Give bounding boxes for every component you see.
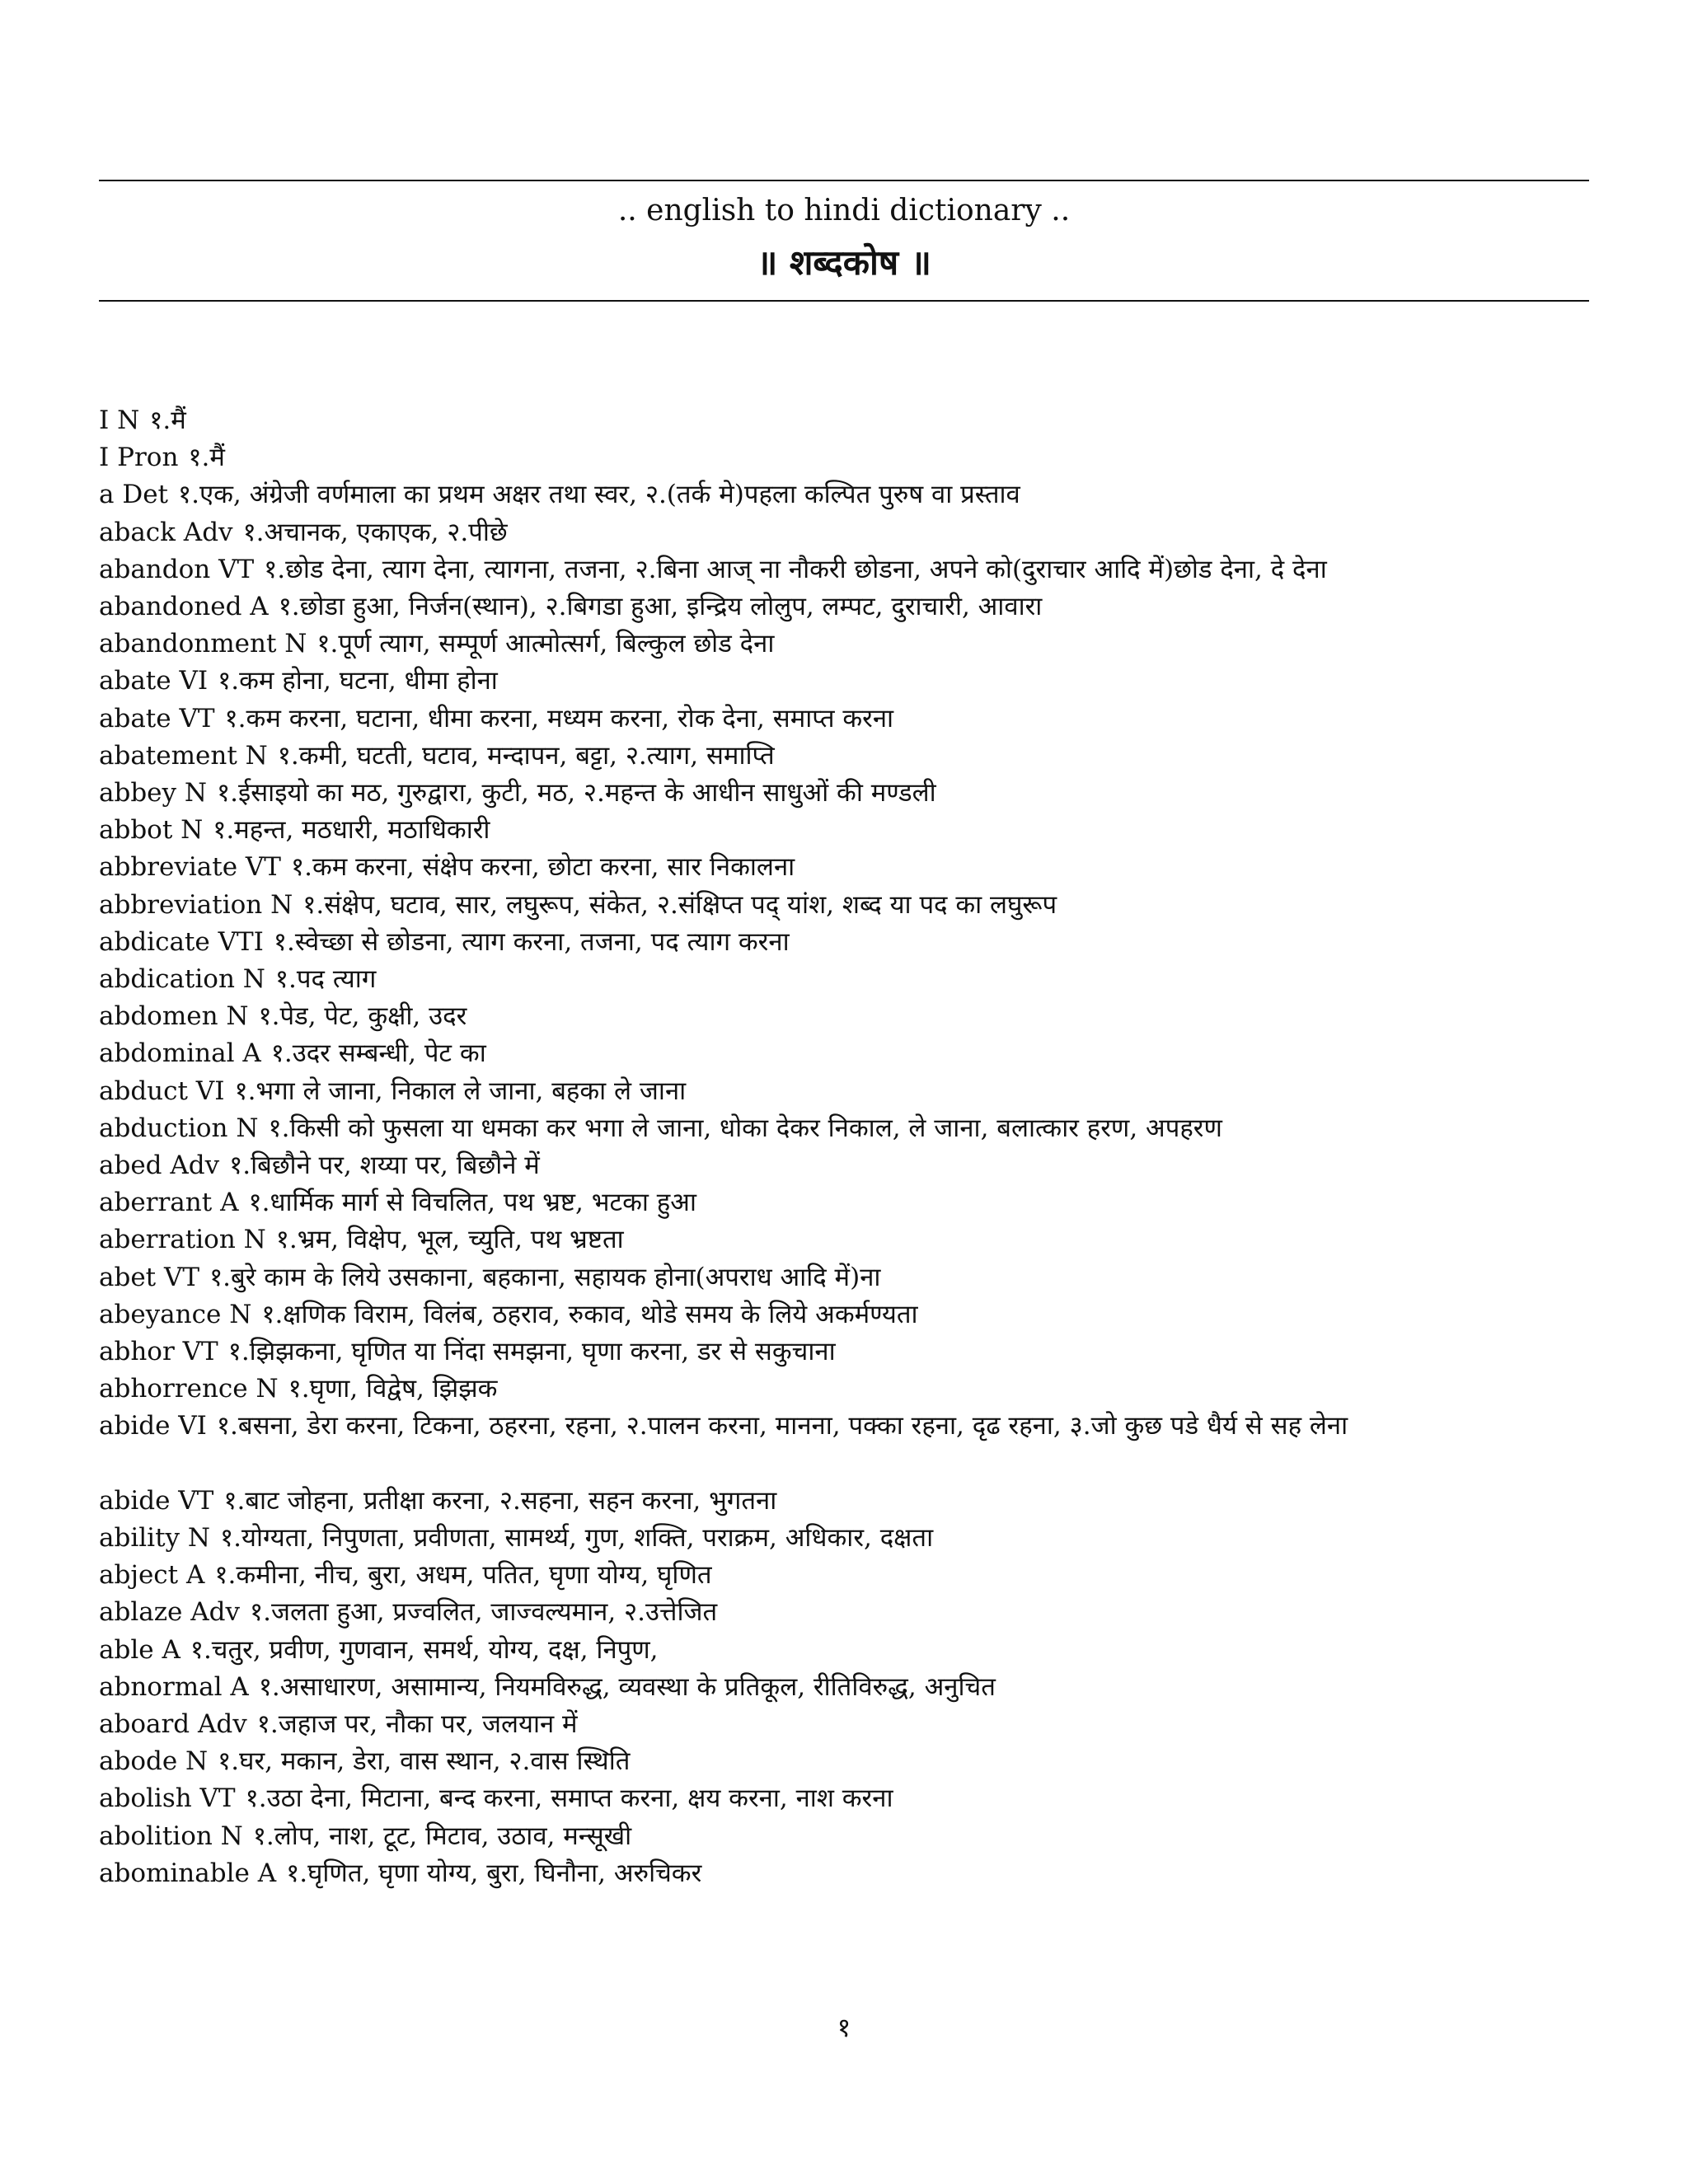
dictionary-entry [99,701,1591,738]
entry-definition: १.झिझकना, घृणित या निंदा समझना, घृणा करना, डर से सकुचाना [227,1337,836,1367]
entry-headword: abolish VT [99,1783,236,1814]
entry-headword: abeyance N [99,1299,252,1329]
entry-headword: I Pron [99,443,179,473]
entry-headword: abduction N [99,1113,259,1143]
entry-definition: १.कमी, घटती, घटाव, मन्दापन, बट्टा, २.त्याग, समाप्ति [277,740,775,771]
dictionary-entry [99,812,1591,849]
entry-headword: abduct VI [99,1076,225,1106]
entry-headword: abate VT [99,703,215,733]
dictionary-entry [99,439,1591,476]
entry-definition: १.छोड देना, त्याग देना, त्यागना, तजना, २.बिना आज् ना नौकरी छोडना, अपने को(दुराचार आदि में)छोड देना, दे देना [264,554,1327,584]
dictionary-entry [99,961,1591,998]
entry-headword: aberrant A [99,1188,239,1218]
entry-headword: abbot N [99,815,204,846]
entry-definition: १.उठा देना, मिटाना, बन्द करना, समाप्त करना, क्षय करना, नाश करना [245,1783,893,1814]
dictionary-entry [99,1184,1591,1221]
entry-headword: abed Adv [99,1151,220,1181]
entry-list [99,402,1591,1892]
dictionary-entry [99,1818,1591,1855]
entry-definition: १.संक्षेप, घटाव, सार, लघुरूप, संकेत, २.संक्षिप्त पद् यांश, शब्द या पद का लघुरूप [302,889,1057,920]
entry-headword: aberration N [99,1225,266,1255]
page-number: १ [837,2012,851,2043]
entry-headword: ablaze Adv [99,1597,240,1628]
page-title: ॥ शब्दकोष ॥ [757,242,931,283]
entry-headword: abdominal A [99,1038,261,1069]
dictionary-entry [99,1035,1591,1072]
dictionary-entry [99,1743,1591,1780]
entry-headword: abdicate VTI [99,926,264,957]
entry-definition: १.चतुर, प्रवीण, गुणवान, समर्थ, योग्य, दक्ष, निपुण, [190,1634,659,1665]
dictionary-entry [99,1221,1591,1258]
entry-headword: abominable A [99,1858,277,1888]
entry-headword: abate VI [99,666,209,696]
dictionary-entry [99,1594,1591,1631]
entry-definition: १.क्षणिक विराम, विलंब, ठहराव, रुकाव, थोडे समय के लिये अकर्मण्यता [261,1299,918,1329]
entry-headword: able A [99,1634,181,1665]
entry-definition: १.बसना, डेरा करना, टिकना, ठहरना, रहना, २.पालन करना, मानना, पक्का रहना, दृढ रहना, ३.जो कुछ पडे धैर्य से सह लेना [216,1411,1348,1441]
entry-headword: ability N [99,1522,211,1553]
entry-definition: १.घृणित, घृणा योग्य, बुरा, घिनौना, अरुचिकर [286,1858,702,1888]
dictionary-entry [99,1259,1591,1296]
dictionary-entry [99,1147,1591,1184]
entry-definition: १.योग्यता, निपुणता, प्रवीणता, सामर्थ्य, गुण, शक्ति, पराक्रम, अधिकार, दक्षता [220,1522,934,1553]
entry-definition: १.छोडा हुआ, निर्जन(स्थान), २.बिगडा हुआ, इन्द्रिय लोलुप, लम्पट, दुराचारी, आवारा [278,592,1043,622]
entry-definition: १.बिछौने पर, शय्या पर, बिछौने में [229,1151,540,1181]
dictionary-entry [99,1706,1591,1743]
dictionary-entry [99,1333,1591,1371]
dictionary-entry [99,588,1591,626]
dictionary-entry [99,1520,1591,1557]
entry-headword: abandoned A [99,592,269,622]
entry-definition: १.कम करना, संक्षेप करना, छोटा करना, सार निकालना [290,852,795,883]
entry-headword: abolition N [99,1821,243,1851]
entry-headword: abide VT [99,1485,214,1516]
dictionary-entry [99,1110,1591,1147]
entry-definition: १.पद त्याग [274,964,377,995]
entry-headword: abode N [99,1746,209,1777]
dictionary-entry [99,1483,1591,1520]
dictionary-entry [99,663,1591,700]
entry-definition: १.बाट जोहना, प्रतीक्षा करना, २.सहना, सहन करना, भुगतना [223,1485,777,1516]
entry-definition: १.महन्त, मठधारी, मठाधिकारी [213,815,490,846]
entry-definition: १.कमीना, नीच, बुरा, अधम, पतित, घृणा योग्य, घृणित [214,1560,712,1591]
entry-headword: abnormal A [99,1671,249,1702]
dictionary-entry [99,738,1591,775]
entry-headword: abhorrence N [99,1374,279,1404]
dictionary-entry [99,1557,1591,1594]
entry-headword: abide VI [99,1411,207,1441]
entry-headword: aback Adv [99,517,233,547]
dictionary-entry [99,1408,1591,1445]
entry-headword: abdomen N [99,1001,249,1032]
header-top-rule [99,180,1589,181]
entry-definition: १.एक, अंग्रेजी वर्णमाला का प्रथम अक्षर तथा स्वर, २.(तर्क मे)पहला कल्पित पुरुष वा प्रस्ताव [178,480,1020,510]
entry-headword: a Det [99,480,168,510]
dictionary-entry [99,1855,1591,1892]
entry-headword: abandon VT [99,554,255,584]
entry-definition: १.मैं [149,405,186,435]
entry-headword: abet VT [99,1262,200,1292]
entry-headword: abject A [99,1560,205,1591]
entry-definition: १.भगा ले जाना, निकाल ले जाना, बहका ले जाना [234,1076,687,1106]
entry-headword: abbey N [99,778,208,808]
entry-definition: १.स्वेच्छा से छोडना, त्याग करना, तजना, पद त्याग करना [273,926,790,957]
dictionary-entry [99,887,1591,924]
entry-headword: abatement N [99,740,268,771]
entry-definition: १.बुरे काम के लिये उसकाना, बहकाना, सहायक होना(अपराध आदि में)ना [209,1262,881,1292]
dictionary-entry [99,514,1591,551]
entry-definition: १.लोप, नाश, टूट, मिटाव, उठाव, मन्सूखी [252,1821,632,1851]
entry-headword: abbreviate VT [99,852,281,883]
entry-definition: १.असाधारण, असामान्य, नियमविरुद्ध, व्यवस्था के प्रतिकूल, रीतिविरुद्ध, अनुचित [258,1671,996,1702]
dictionary-entry [99,1780,1591,1817]
entry-headword: I N [99,405,140,435]
dictionary-entry [99,1371,1591,1408]
dictionary-entry [99,476,1591,513]
dictionary-entry [99,551,1591,588]
dictionary-entry [99,1296,1591,1333]
entry-headword: abandonment N [99,629,307,659]
entry-definition: १.अचानक, एकाएक, २.पीछे [242,517,508,547]
entry-definition: १.कम होना, घटना, धीमा होना [218,666,498,696]
entry-definition: १.मैं [188,443,225,473]
dictionary-entry [99,1632,1591,1669]
entry-definition: १.ईसाइयो का मठ, गुरुद्वारा, कुटी, मठ, २.महन्त के आधीन साधुओं की मण्डली [217,778,936,808]
entry-definition: १.कम करना, घटाना, धीमा करना, मध्यम करना, रोक देना, समाप्त करना [224,703,894,733]
page-subtitle: .. english to hindi dictionary .. [617,194,1071,227]
entry-definition: १.उदर सम्बन्धी, पेट का [270,1038,486,1069]
entry-definition: १.घर, मकान, डेरा, वास स्थान, २.वास स्थिति [218,1746,631,1777]
entry-definition: १.जहाज पर, नौका पर, जलयान में [256,1708,578,1739]
entry-definition: १.पेड, पेट, कुक्षी, उदर [258,1001,467,1032]
dictionary-entry [99,1073,1591,1110]
entry-definition: १.किसी को फुसला या धमका कर भगा ले जाना, धोका देकर निकाल, ले जाना, बलात्कार हरण, अपहरण [268,1113,1222,1143]
header-bottom-rule [99,300,1589,302]
entry-definition: १.जलता हुआ, प्रज्वलित, जाज्वल्यमान, २.उत्तेजित [250,1597,718,1628]
entry-headword: abhor VT [99,1337,218,1367]
entry-headword: abdication N [99,964,265,995]
entry-headword: aboard Adv [99,1708,247,1739]
dictionary-entry [99,998,1591,1035]
dictionary-entry [99,402,1591,439]
entry-definition: १.पूर्ण त्याग, सम्पूर्ण आत्मोत्सर्ग, बिल्कुल छोड देना [316,629,775,659]
entry-headword: abbreviation N [99,889,293,920]
dictionary-entry [99,626,1591,663]
entry-definition: १.भ्रम, विक्षेप, भूल, च्युति, पथ भ्रष्टता [275,1225,624,1255]
entry-definition: १.घृणा, विद्वेष, झिझक [288,1374,498,1404]
entry-definition: १.धार्मिक मार्ग से विचलित, पथ भ्रष्ट, भटका हुआ [248,1188,696,1218]
dictionary-entry [99,924,1591,961]
dictionary-entry [99,1669,1591,1706]
dictionary-entry [99,775,1591,812]
dictionary-entry [99,849,1591,886]
